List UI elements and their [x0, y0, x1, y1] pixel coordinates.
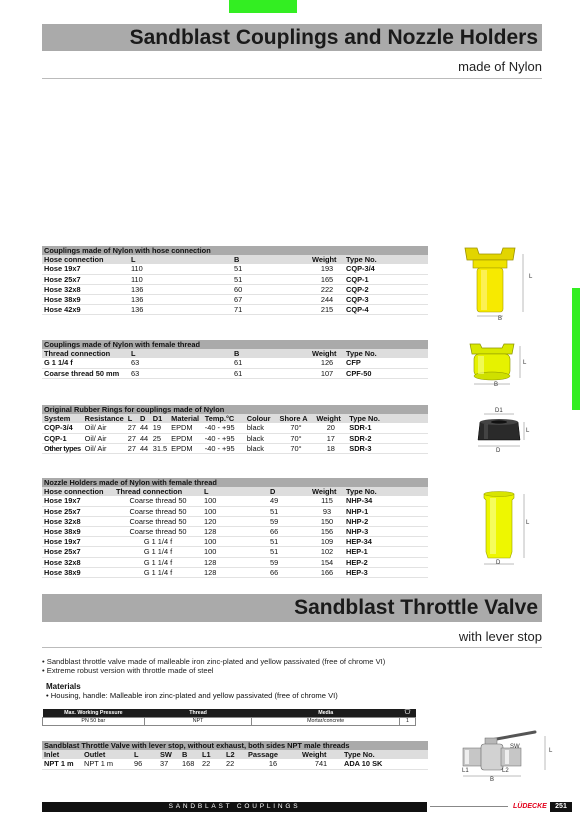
table-cell: CQP-3/4 [344, 264, 428, 274]
table-cell: 63 [129, 368, 226, 378]
table-cell: 100 [202, 547, 268, 557]
column-header: L [129, 349, 226, 358]
table-cell: CFP [344, 358, 428, 368]
table-cell: 166 [310, 567, 344, 577]
table-cell: 100 [202, 506, 268, 516]
table-cell: Coarse thread 50 [114, 516, 202, 526]
dimension-label-L: L [529, 274, 533, 280]
column-header: Weight [310, 349, 344, 358]
table-cell: 115 [310, 496, 344, 506]
table-cell: black [245, 433, 278, 443]
table-cell: 19 [151, 423, 169, 433]
divider [42, 647, 542, 648]
table-cell: Oil/ Air [83, 423, 126, 433]
table-cell: CPF-50 [344, 368, 428, 378]
table-row [42, 274, 428, 284]
table-cell: 128 [202, 567, 268, 577]
table-cell: -40 - +95 [203, 443, 245, 453]
table-cell: CQP-1 [42, 433, 83, 443]
pressure-table [42, 709, 416, 726]
table-cell: 16 [246, 759, 300, 769]
column-header: Temp.°C [203, 414, 245, 423]
table-cell: black [245, 423, 278, 433]
column-header: Outlet [82, 750, 132, 759]
table-cell: 22 [200, 759, 224, 769]
table-cell: CQP-4 [344, 305, 428, 315]
table-row [42, 423, 428, 433]
table-cell: Coarse thread 50 [114, 506, 202, 516]
table-cell: Coarse thread 50 [114, 496, 202, 506]
table-cell: 93 [310, 506, 344, 516]
table-cell: EPDM [169, 433, 203, 443]
table-cell: 67 [232, 295, 310, 305]
table-cell: 27 [127, 443, 136, 453]
table-cell: 37 [158, 759, 180, 769]
table-cell: 70° [278, 423, 315, 433]
table-cell: NPT 1 m [82, 759, 132, 769]
column-header: Type No. [347, 414, 428, 423]
dimension-label-B: B [498, 316, 503, 322]
column-header: Media [252, 709, 400, 717]
table-cell: 126 [310, 358, 344, 368]
table-row [42, 264, 428, 274]
column-header: Material [169, 414, 203, 423]
dimension-label-SW: SW [510, 744, 520, 750]
column-header: Thread connection [114, 487, 202, 496]
feature-bullet: • Extreme robust version with throttle made of steel [42, 666, 214, 675]
table-cell: G 1 1/4 f [114, 537, 202, 547]
page-subtitle: made of Nylon [458, 59, 542, 74]
column-header: Resistance [84, 414, 124, 424]
table-row [42, 547, 428, 557]
table-cell: 18 [314, 443, 347, 453]
dimension-label-B: B [490, 777, 495, 783]
table-cell: 44 [138, 443, 151, 453]
page-number: 251 [550, 802, 572, 812]
table-row [43, 717, 416, 725]
table-cell: SDR-1 [347, 423, 428, 433]
page-title: Sandblast Couplings and Nozzle Holders [42, 24, 542, 51]
table-caption: Couplings made of Nylon with female thread [42, 340, 428, 349]
table-cell: 27 [127, 433, 136, 443]
column-header: Thread [144, 709, 252, 717]
table-cell: ADA 10 SK [342, 759, 428, 769]
table-row [42, 567, 428, 577]
column-header: Hose connection [42, 255, 129, 264]
rubber-rings-table [42, 405, 428, 454]
table-cell: 136 [129, 284, 226, 294]
table-cell: HEP-1 [344, 547, 428, 557]
column-header: L1 [200, 750, 224, 759]
table-cell: 100 [202, 496, 268, 506]
table-cell: 61 [232, 368, 310, 378]
table-cell: 51 [268, 537, 310, 547]
table-cell: 222 [310, 284, 344, 294]
footer-divider [430, 806, 508, 807]
materials-heading: Materials [46, 682, 81, 691]
table-caption: Couplings made of Nylon with hose connection [42, 246, 428, 255]
column-header: L [129, 255, 226, 264]
column-header: Weight [310, 255, 344, 264]
column-header: L [132, 750, 158, 759]
table-cell: 60 [232, 284, 310, 294]
table-cell: Hose 19x7 [42, 496, 114, 506]
column-header: Passage [246, 750, 300, 759]
dimension-label-L: L [549, 748, 553, 754]
table-caption: Sandblast Throttle Valve with lever stop, without exhaust, both sides NPT male threads [42, 741, 428, 750]
table-cell: NHP-1 [344, 506, 428, 516]
table-cell: 59 [268, 557, 310, 567]
dimension-label-L2: L2 [502, 768, 509, 774]
table-row [42, 496, 428, 506]
table-cell: 49 [268, 496, 310, 506]
table-cell: 66 [268, 567, 310, 577]
table-row [42, 358, 428, 368]
table-cell: Oil/ Air [83, 443, 126, 453]
table-cell: NPT [144, 717, 252, 725]
table-cell: HEP-2 [344, 557, 428, 567]
column-header: Max. Working Pressure [43, 709, 145, 717]
dimension-label-B: B [494, 382, 499, 388]
table-cell: -40 - +95 [203, 433, 245, 443]
table-cell: SDR-2 [347, 433, 428, 443]
table-cell: 63 [129, 358, 226, 368]
section-tab-top [229, 0, 297, 13]
table-cell: Hose 25x7 [42, 547, 114, 557]
table-row [42, 295, 428, 305]
column-header: B [232, 349, 310, 358]
table-cell: G 1 1/4 f [42, 358, 129, 368]
column-header: Hose connection [42, 487, 114, 496]
dimension-label-D: D [496, 560, 501, 566]
table-cell: NHP-3 [344, 527, 428, 537]
throttle-valve-image [455, 726, 551, 791]
table-cell: 128 [202, 527, 268, 537]
table-cell: 70° [278, 433, 315, 443]
column-header: Weight [310, 487, 344, 496]
table-row [42, 557, 428, 567]
valve-section-subtitle: with lever stop [458, 629, 542, 644]
table-cell: 150 [310, 516, 344, 526]
media-icon [400, 709, 416, 717]
table-cell: Hose 38x9 [42, 527, 114, 537]
table-cell: 110 [129, 274, 226, 284]
column-header: System [42, 414, 83, 423]
table-cell: CQP-2 [344, 284, 428, 294]
table-cell: EPDM [169, 443, 203, 453]
table-cell: Hose 38x9 [42, 295, 129, 305]
female-thread-coupling-table [42, 340, 428, 379]
dimension-label-D: D [496, 448, 501, 454]
feature-bullet: • Sandblast throttle valve made of malleable iron zinc-plated and yellow passivated (free of chrome VI) [42, 657, 386, 666]
table-cell: NPT 1 m [42, 759, 82, 769]
table-row [42, 516, 428, 526]
table-cell: 44 [138, 433, 151, 443]
column-header: Shore A [278, 414, 315, 423]
table-cell: Oil/ Air [83, 433, 126, 443]
table-row [42, 527, 428, 537]
table-cell: HEP-34 [344, 537, 428, 547]
table-cell: Hose 19x7 [42, 537, 114, 547]
table-cell: black [245, 443, 278, 453]
dimension-label-D1: D1 [495, 408, 503, 414]
table-cell: NHP-2 [344, 516, 428, 526]
column-header: Type No. [344, 349, 428, 358]
table-cell: CQP-3 [344, 295, 428, 305]
brand-logo: LÜDECKE [513, 803, 547, 810]
table-cell: CQP-1 [344, 274, 428, 284]
table-cell: 128 [202, 557, 268, 567]
table-row [42, 443, 428, 453]
table-cell: 44 [138, 423, 151, 433]
table-cell: 165 [310, 274, 344, 284]
table-cell: Coarse thread 50 mm [42, 368, 129, 378]
table-cell: 110 [129, 264, 226, 274]
table-cell: 120 [202, 516, 268, 526]
table-cell: 51 [268, 506, 310, 516]
hose-coupling-table [42, 246, 428, 315]
table-cell: G 1 1/4 f [114, 567, 202, 577]
dimension-label-L: L [523, 360, 527, 366]
table-cell: 59 [268, 516, 310, 526]
table-cell: 51 [232, 274, 310, 284]
column-header: Inlet [42, 750, 82, 759]
table-row [42, 506, 428, 516]
table-cell: G 1 1/4 f [114, 557, 202, 567]
table-cell: 71 [232, 305, 310, 315]
table-cell: 244 [310, 295, 344, 305]
dimension-label-L: L [526, 520, 530, 526]
column-header: D1 [151, 414, 169, 423]
table-row [42, 537, 428, 547]
table-cell: EPDM [169, 423, 203, 433]
table-cell: -40 - +95 [203, 423, 245, 433]
table-cell: 156 [310, 527, 344, 537]
table-cell: 100 [202, 537, 268, 547]
table-cell: 109 [310, 537, 344, 547]
table-cell: Mortar/concrete [252, 717, 400, 725]
table-cell: Hose 38x9 [42, 567, 114, 577]
table-cell: 168 [180, 759, 200, 769]
table-cell: 741 [300, 759, 342, 769]
dimension-label-L1: L1 [462, 768, 469, 774]
table-cell: 31.5 [152, 443, 168, 453]
nozzle-holder-table [42, 478, 428, 578]
table-cell: 20 [314, 423, 347, 433]
column-header: L2 [224, 750, 246, 759]
table-cell: 70° [278, 443, 315, 453]
table-cell: CQP-3/4 [42, 423, 83, 433]
valve-section-title: Sandblast Throttle Valve [42, 594, 542, 622]
column-header: Weight [300, 750, 342, 759]
column-header: D [268, 487, 310, 496]
table-cell: 25 [151, 433, 169, 443]
table-cell: 136 [129, 305, 226, 315]
table-cell: PN 50 bar [43, 717, 145, 725]
table-cell: HEP-3 [344, 567, 428, 577]
table-cell: Hose 32x8 [42, 516, 114, 526]
column-header: B [232, 255, 310, 264]
table-cell: Hose 42x9 [42, 305, 129, 315]
table-cell: 66 [268, 527, 310, 537]
table-cell: Hose 19x7 [42, 264, 129, 274]
table-cell: 1 [400, 717, 416, 725]
table-row [42, 759, 428, 769]
nozzle-holder-image [470, 488, 532, 573]
table-cell: 51 [268, 547, 310, 557]
table-cell: 22 [224, 759, 246, 769]
table-cell: 154 [310, 557, 344, 567]
table-row [42, 368, 428, 378]
table-row [42, 433, 428, 443]
table-cell: 61 [232, 358, 310, 368]
column-header: SW [158, 750, 180, 759]
table-cell: Hose 32x8 [42, 284, 129, 294]
table-cell: 27 [127, 423, 136, 433]
table-cell: Coarse thread 50 [114, 527, 202, 537]
column-header: Weight [314, 414, 347, 423]
column-header: Type No. [342, 750, 428, 759]
table-caption: Nozzle Holders made of Nylon with female thread [42, 478, 428, 487]
table-cell: 193 [310, 264, 344, 274]
column-header: L [126, 414, 138, 423]
section-tab-side [572, 288, 580, 410]
table-cell: 17 [314, 433, 347, 443]
column-header: L [202, 487, 268, 496]
throttle-valve-table [42, 741, 428, 770]
dimension-label-L: L [526, 428, 530, 434]
column-header: B [180, 750, 200, 759]
table-cell: Hose 25x7 [42, 274, 129, 284]
table-cell: 215 [310, 305, 344, 315]
table-cell: 102 [310, 547, 344, 557]
table-cell: Hose 32x8 [42, 557, 114, 567]
column-header: Thread connection [42, 349, 129, 358]
table-row [42, 284, 428, 294]
hose-coupling-image [455, 240, 535, 325]
table-caption: Original Rubber Rings for couplings made of Nylon [42, 405, 428, 414]
materials-text: • Housing, handle: Malleable iron zinc-plated and yellow passivated (free of chrome VI) [46, 691, 338, 700]
table-row [42, 305, 428, 315]
column-header: Colour [245, 414, 278, 423]
footer-section-label: SANDBLAST COUPLINGS [42, 802, 427, 812]
table-cell: 96 [132, 759, 158, 769]
table-cell: 51 [232, 264, 310, 274]
table-cell: G 1 1/4 f [114, 547, 202, 557]
table-cell: 136 [129, 295, 226, 305]
table-cell: Hose 25x7 [42, 506, 114, 516]
divider [42, 78, 542, 79]
table-cell: SDR-3 [347, 443, 428, 453]
column-header: Type No. [344, 487, 428, 496]
column-header: D [138, 414, 151, 423]
table-cell: 107 [310, 368, 344, 378]
column-header: Type No. [344, 255, 428, 264]
table-cell: NHP-34 [344, 496, 428, 506]
table-cell: Other types [44, 443, 81, 453]
